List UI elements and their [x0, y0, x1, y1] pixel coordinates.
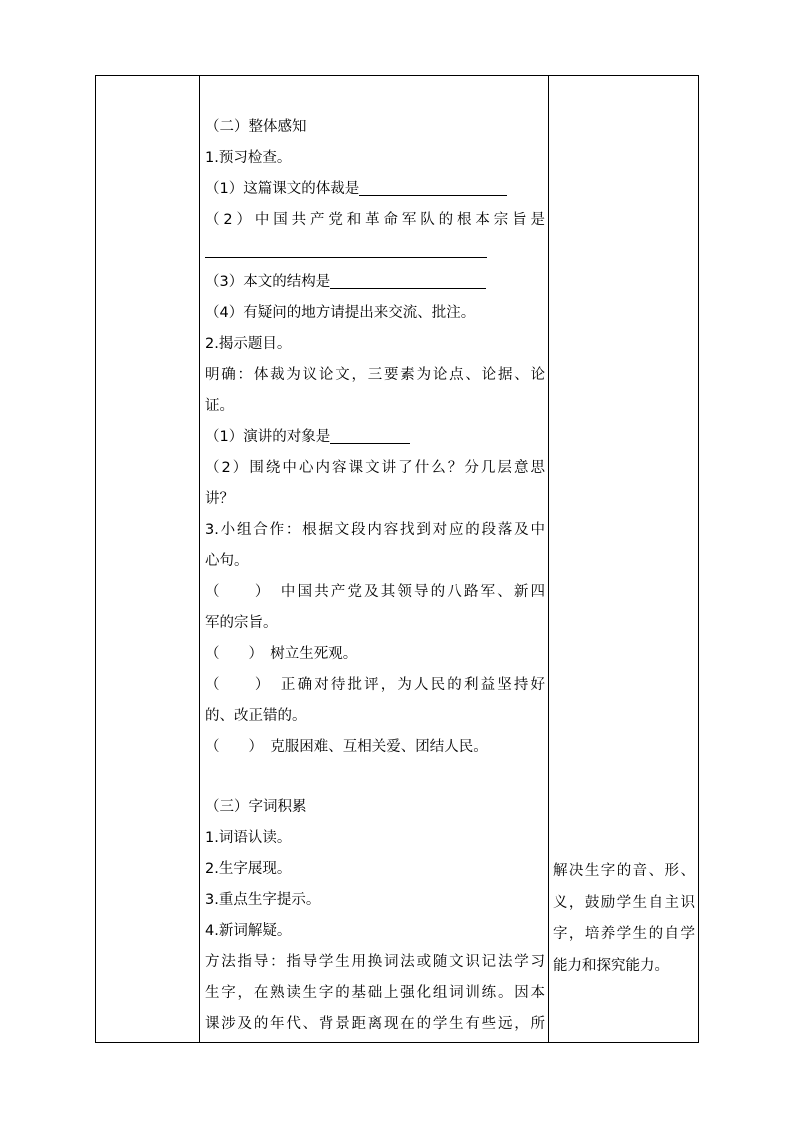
intent-line: 字，培养学生的自学 [553, 926, 695, 942]
design-intent-column [553, 856, 695, 982]
answer-blank [330, 424, 410, 444]
question-content-cont: 讲？ [205, 491, 234, 507]
item-preview-check: 1.预习检查。 [205, 150, 292, 166]
item-group-work: 3.小组合作：根据文段内容找到对应的段落及中 [205, 522, 545, 538]
clarify-text-cont: 证。 [205, 398, 234, 414]
lesson-table [95, 75, 699, 1043]
spacer [205, 763, 545, 792]
question-purpose-blank-line [205, 236, 545, 267]
column-divider-right [548, 76, 549, 1042]
item-group-work-cont: 心句。 [205, 553, 249, 569]
answer-blank [330, 269, 486, 289]
intent-line: 能力和探究能力。 [553, 957, 669, 974]
method-guidance-cont: 生字，在熟读生字的基础上强化组词训练。因本 [205, 985, 545, 1001]
item-reveal-title: 2.揭示题目。 [205, 336, 292, 352]
question-structure: （3）本文的结构是 [205, 267, 545, 298]
intent-line: 义，鼓励学生自主识 [553, 894, 695, 911]
question-audience: （1）演讲的对象是 [205, 422, 545, 453]
vocab-item-2: 2.生字展现。 [205, 861, 292, 877]
vocab-item-4: 4.新词解疑。 [205, 923, 292, 939]
column-divider-left [199, 76, 200, 1042]
answer-blank [359, 176, 507, 196]
question-content: （2）围绕中心内容课文讲了什么？分几层意思 [205, 460, 545, 476]
match-item-3: （ ） 正确对待批评，为人民的利益坚持好 [205, 677, 545, 693]
intent-line: 解决生字的音、形、 [553, 863, 695, 879]
vocab-item-1: 1.词语认读。 [205, 830, 292, 846]
activity-column [205, 112, 545, 1040]
clarify-text: 明确：体裁为议论文，三要素为论点、论据、论 [205, 367, 545, 383]
section-title-overall: （二）整体感知 [205, 119, 307, 135]
match-item-4: （ ） 克服困难、互相关爱、团结人民。 [205, 739, 488, 755]
match-item-1: （ ） 中国共产党及其领导的八路军、新四 [205, 584, 545, 600]
question-purpose: （2）中国共产党和革命军队的根本宗旨是 [205, 212, 545, 228]
section-title-vocabulary: （三）字词积累 [205, 799, 307, 815]
match-item-2: （ ） 树立生死观。 [205, 646, 358, 662]
vocab-item-3: 3.重点生字提示。 [205, 892, 321, 908]
question-genre: （1）这篇课文的体裁是 [205, 174, 545, 205]
method-guidance: 方法指导：指导学生用换词法或随文识记法学习 [205, 954, 545, 970]
answer-blank [205, 238, 487, 258]
match-item-1-cont: 军的宗旨。 [205, 615, 278, 631]
question-doubts: （4）有疑问的地方请提出来交流、批注。 [205, 305, 476, 321]
match-item-3-cont: 的、改正错的。 [205, 708, 307, 724]
method-guidance-cont: 课涉及的年代、背景距离现在的学生有些远，所 [205, 1016, 545, 1032]
